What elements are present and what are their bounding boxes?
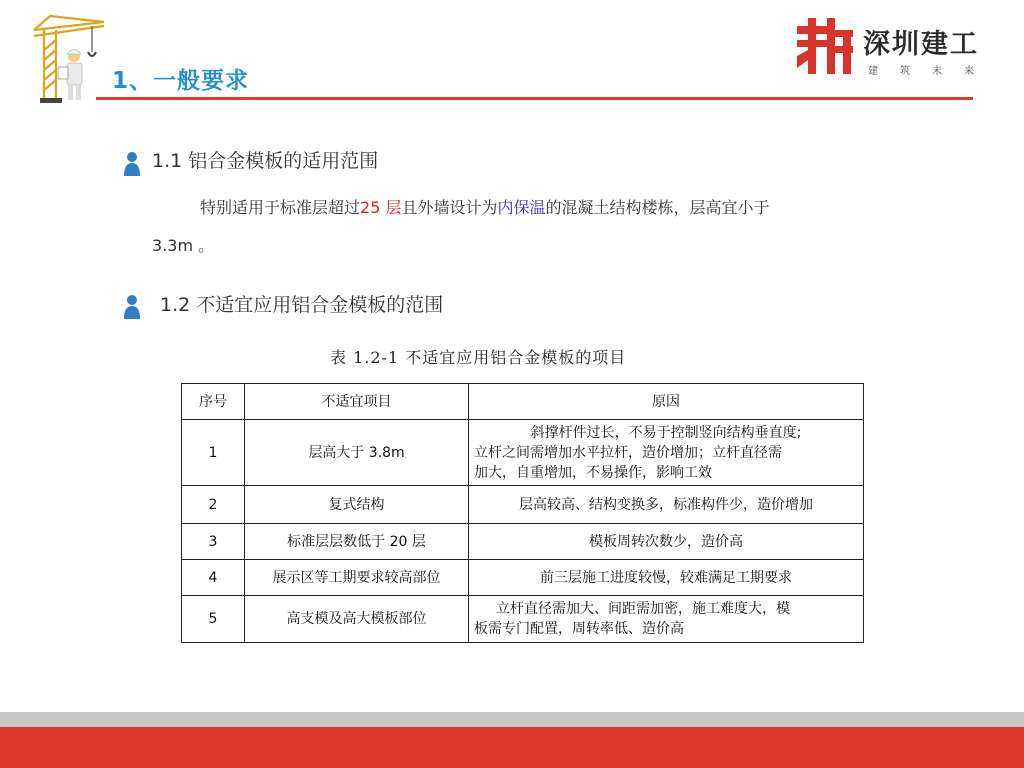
row-reason — [469, 596, 864, 643]
row-item: 标准层层数低于 20 层 — [245, 524, 469, 560]
table-header-row — [182, 384, 864, 420]
highlight-insulation: 内保温 — [497, 198, 546, 217]
paragraph-text: 的混凝土结构楼栋，层高宜小于 — [545, 198, 770, 217]
crane-worker-icon — [30, 12, 108, 104]
subsection-heading-1-1: 1.1 铝合金模板的适用范围 — [152, 150, 379, 172]
company-logo — [793, 16, 996, 78]
title-divider — [96, 97, 973, 100]
row-number: 5 — [182, 596, 245, 643]
column-header-no: 序号 — [182, 384, 245, 420]
person-icon — [123, 294, 141, 320]
row-number: 4 — [182, 560, 245, 596]
row-number: 3 — [182, 524, 245, 560]
reason-line: 立杆之间需增加水平拉杆，造价增加；立杆直径需 — [474, 444, 782, 461]
row-item: 高支模及高大模板部位 — [245, 596, 469, 643]
paragraph-text: 特别适用于标准层超过 — [200, 198, 361, 217]
row-reason: 层高较高、结构变换多，标准构件少，造价增加 — [469, 486, 864, 524]
section-title: 1、一般要求 — [112, 68, 250, 94]
table-row — [182, 524, 864, 560]
footer-grey-band — [0, 712, 1024, 727]
row-number: 2 — [182, 486, 245, 524]
row-item: 复式结构 — [245, 486, 469, 524]
reason-line: 板需专门配置，周转率低、造价高 — [474, 621, 684, 637]
footer-red-band — [0, 727, 1024, 768]
subsection-heading-1-2: 1.2 不适宜应用铝合金模板的范围 — [160, 294, 444, 316]
row-number: 1 — [182, 420, 245, 486]
row-reason — [469, 420, 864, 486]
paragraph-line-1 — [200, 195, 770, 218]
paragraph-line-2: 3.3m 。 — [152, 236, 215, 255]
reason-line: 斜撑杆件过长，不易于控制竖向结构垂直度; — [530, 424, 802, 441]
row-reason: 模板周转次数少，造价高 — [469, 524, 864, 560]
paragraph-text: 且外墙设计为 — [401, 198, 498, 217]
row-item: 展示区等工期要求较高部位 — [245, 560, 469, 596]
row-item: 层高大于 3.8m — [245, 420, 469, 486]
reason-line: 立杆直径需加大、间距需加密，施工难度大，模 — [496, 601, 790, 617]
table-row — [182, 560, 864, 596]
reason-line: 加大，自重增加，不易操作，影响工效 — [474, 464, 712, 481]
row-reason: 前三层施工进度较慢，较难满足工期要求 — [469, 560, 864, 596]
column-header-reason: 原因 — [469, 384, 864, 420]
column-header-item: 不适宜项目 — [245, 384, 469, 420]
shenzhen-construction-logo-icon — [793, 16, 855, 76]
table-row — [182, 596, 864, 643]
logo-name: 深圳建工 — [863, 29, 979, 60]
logo-tagline: 建筑未来 — [868, 66, 996, 77]
table-row — [182, 486, 864, 524]
table-caption: 表 1.2-1 不适宜应用铝合金模板的项目 — [330, 348, 627, 367]
unsuitable-items-table — [181, 383, 864, 643]
person-icon — [123, 151, 141, 177]
highlight-floor-count: 25 层 — [360, 198, 402, 217]
table-row — [182, 420, 864, 486]
